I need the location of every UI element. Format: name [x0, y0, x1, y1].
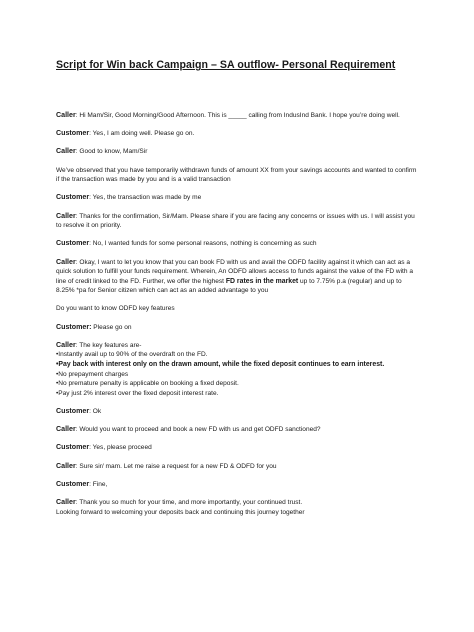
line-text: : Okay, I want to let you know that you can book FD with us and avail the ODFD facility against it which can act as a quick solution to fulfill your funds requirement. Wherein, An ODFD allows access to funds against the value of the FD with a line of credit linked to the FD. Further, we offer the highest: [56, 258, 413, 285]
speaker-label: Caller: [56, 461, 76, 470]
line-text: : The key features are-: [75, 341, 142, 349]
line-customer-proceed: [56, 443, 420, 453]
line-customer-confirm: [56, 193, 420, 203]
speaker-label: Caller: [56, 111, 76, 119]
line-text: : Yes, please proceed: [89, 444, 152, 452]
line-text: Do you want to know ODFD key features: [56, 305, 175, 313]
line-observation: [56, 166, 420, 185]
line-text: : Thank you so much for your time, and more importantly, your continued trust.: [75, 498, 303, 506]
speaker-label: Caller: [56, 425, 76, 434]
line-caller-request: [56, 462, 420, 472]
speaker-label: Caller: [56, 211, 76, 220]
line-text: : Yes, the transaction was made by me: [89, 194, 202, 202]
speaker-label: Customer: [56, 443, 90, 452]
feature-item: •Instantly avail up to 90% of the overdraft on the FD.: [56, 351, 208, 359]
line-text: : No, I wanted funds for some personal reasons, nothing is concerning as such: [89, 240, 317, 248]
line-text: : Good to know, Mam/Sir: [75, 148, 148, 156]
line-text: We’ve observed that you have temporarily withdrawn funds of amount XX from your savings accounts and wanted to confirm if the transaction was made by you and is a valid transaction: [56, 166, 417, 184]
feature-item: •No prepayment charges: [56, 370, 129, 378]
line-text: Please go on: [91, 323, 132, 331]
speaker-label: Customer: [56, 239, 90, 248]
line-text: : Hi Mam/Sir, Good Morning/Good Afternoon. This is _____ calling from IndusInd Bank. I hope you’re doing well.: [75, 112, 400, 119]
speaker-label: Caller: [56, 340, 76, 349]
line-caller-thanks: [56, 498, 420, 517]
speaker-label: Customer:: [56, 322, 92, 331]
speaker-label: Customer: [56, 129, 90, 138]
document-title: Script for Win back Campaign – SA outflow- Personal Requirement: [56, 59, 396, 71]
feature-item: •Pay back with interest only on the drawn amount, while the fixed deposit continues to earn interest.: [56, 361, 385, 369]
fd-rates-highlight: FD rates in the market: [225, 277, 299, 285]
line-text: : Ok: [89, 408, 102, 415]
script-body: [56, 111, 420, 517]
line-caller-offer: [56, 258, 420, 296]
line-text: : Thanks for the confirmation, Sir/Mam. Please share if you are facing any concerns or issues with us. I will assist you to resolve it on priority.: [56, 212, 415, 230]
line-customer-ok: [56, 407, 420, 417]
line-caller-proceed: [56, 425, 420, 435]
line-text: Looking forward to welcoming your deposits back and continuing this journey together: [56, 508, 305, 516]
line-text: : Would you want to proceed and book a new FD with us and get ODFD sanctioned?: [75, 426, 321, 434]
line-text: : Yes, I am doing well. Please go on.: [89, 130, 195, 138]
line-caller-ack: [56, 147, 420, 157]
line-customer-go-on: [56, 323, 420, 333]
speaker-label: Customer: [56, 193, 90, 202]
speaker-label: Customer: [56, 407, 90, 415]
line-question: [56, 304, 420, 314]
speaker-label: Customer: [56, 479, 90, 488]
line-caller-greeting: [56, 111, 420, 121]
feature-item: •No premature penalty is applicable on booking a fixed deposit.: [56, 380, 239, 388]
line-text: : Fine,: [89, 480, 108, 488]
speaker-label: Caller: [56, 147, 76, 156]
line-text: : Sure sir/ mam. Let me raise a request for a new FD & ODFD for you: [75, 462, 277, 470]
line-text: up to 7.75% p.a (regular) and up to 8.25% *pa for Senior citizen which can act as an added advantage to you: [56, 277, 402, 295]
line-customer-reply: [56, 129, 420, 139]
speaker-label: Caller: [56, 257, 76, 266]
speaker-label: Caller: [56, 497, 76, 506]
line-caller-concerns: [56, 212, 420, 231]
features-block: [56, 341, 420, 399]
line-customer-fine: [56, 480, 420, 490]
feature-item: •Pay just 2% interest over the fixed deposit interest rate.: [56, 389, 219, 397]
line-customer-reason: [56, 239, 420, 249]
